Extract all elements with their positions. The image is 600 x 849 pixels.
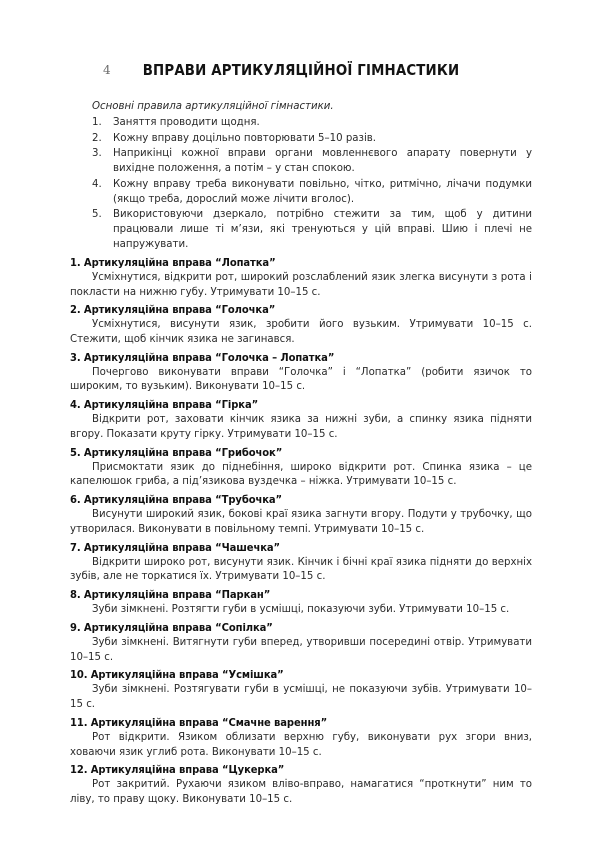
exercise-body: Рот закритий. Рухаючи язиком вліво-вправо, намагатися “проткнути” ним то ліву, то праву щоку. Виконувати 10–15 с. [70,779,532,806]
exercise-entry [70,716,532,760]
rule-text: Кожну вправу треба виконувати повільно, чітко, ритмічно, лічачи подумки (якщо треба, дорослий може лічити вголос). [113,178,532,205]
exercise-body: Почергово виконувати вправи “Голочка” і “Лопатка” (робити язичок то широким, то вузьким). Виконувати 10–15 с. [70,366,532,393]
exercise-entry [70,668,532,712]
exercise-title: 6. Артикуляційна вправа “Трубочка” [70,494,283,507]
rule-text: Заняття проводити щодня. [113,116,260,128]
exercise-entry [70,256,532,300]
intro-lead: Основні правила артикуляційної гімнастики. [92,101,334,112]
rule-number: 4. [92,178,102,190]
list-item [92,208,532,252]
page-number: 4 [103,63,111,77]
rule-text: Використовуючи дзеркало, потрібно стежити за тим, щоб у дитини працювали лише ті м’язи, які тренуються у цій вправі. Шию і плечі не напружувати. [113,209,532,251]
exercise-title: 3. Артикуляційна вправа “Голочка – Лопатка” [70,351,335,364]
exercise-title: 7. Артикуляційна вправа “Чашечка” [70,541,281,554]
page-header [70,58,532,86]
exercise-title: 12. Артикуляційна вправа “Цукерка” [70,764,285,777]
exercise-body: Відкрити широко рот, висунути язик. Кінчик і бічні краї язика підняти до верхніх зубів, але не торкатися їх. Утримувати 10–15 с. [70,556,532,583]
exercise-entry [70,621,532,665]
exercise-body: Рот відкрити. Язиком облизати верхню губу, виконувати рух згори вниз, ховаючи язик углиб рота. Виконувати 10–15 с. [70,731,532,758]
list-item [92,116,532,131]
list-item [92,132,532,147]
exercise-body: Присмоктати язик до піднебіння, широко відкрити рот. Спинка язика – це капелюшок гриба, а під’язикова вуздечка – ніжка. Утримувати 10–15 с. [70,461,532,488]
exercise-entry [70,493,532,537]
exercise-entry [70,351,532,395]
exercise-body: Висунути широкий язик, бокові краї язика загнути вгору. Подути у трубочку, що утворилася. Виконувати в повільному темпі. Утримувати 10–15 с. [70,509,532,535]
exercise-title: 11. Артикуляційна вправа “Смачне варення” [70,716,328,729]
exercise-body: Усміхнутися, висунути язик, зробити його вузьким. Утримувати 10–15 с. Стежити, щоб кінчик язика не загинався. [70,319,532,345]
rule-number: 2. [92,132,102,144]
rules-list [70,116,532,253]
list-item [92,147,532,177]
page-content [70,58,532,808]
exercise-title: 1. Артикуляційна вправа “Лопатка” [70,256,276,269]
exercise-title: 9. Артикуляційна вправа “Сопілка” [70,621,273,634]
rule-number: 1. [92,116,102,128]
exercise-body: Відкрити рот, заховати кінчик язика за нижні зуби, а спинку язика підняти вгору. Показати круту гірку. Утримувати 10–15 с. [70,414,532,440]
exercise-body: Зуби зімкнені. Витягнути губи вперед, утворивши посередині отвір. Утримувати 10–15 с. [70,636,532,663]
exercise-entry [70,446,532,490]
rule-number: 3. [92,148,102,160]
exercise-entry [70,541,532,585]
exercise-title: 8. Артикуляційна вправа “Паркан” [70,589,271,602]
exercise-title: 10. Артикуляційна вправа “Усмішка” [70,669,284,682]
page-title: ВПРАВИ АРТИКУЛЯЦІЙНОЇ ГІМНАСТИКИ [142,61,460,79]
exercise-body: Зуби зімкнені. Розтягти губи в усмішці, показуючи зуби. Утримувати 10–15 с. [92,604,510,616]
exercise-entry [70,588,532,618]
rule-text: Кожну вправу доцільно повторювати 5–10 разів. [113,132,377,144]
rule-number: 5. [92,209,102,221]
exercise-title: 4. Артикуляційна вправа “Гірка” [70,399,259,412]
exercise-title: 2. Артикуляційна вправа “Голочка” [70,304,276,317]
exercise-body: Зуби зімкнені. Розтягувати губи в усмішці, не показуючи зубів. Утримувати 10–15 с. [70,684,532,711]
exercise-entry [70,398,532,442]
exercise-entry [70,763,532,807]
rule-text: Наприкінці кожної вправи органи мовленнєвого апарату повернути у вихідне положення, а потім – у стан спокою. [113,148,532,175]
exercise-body: Усміхнутися, відкрити рот, широкий розслаблений язик злегка висунути з рота і покласти на нижню губу. Утримувати 10–15 с. [70,271,532,298]
exercise-title: 5. Артикуляційна вправа “Грибочок” [70,446,283,459]
list-item [92,178,532,208]
exercise-entry [70,303,532,347]
